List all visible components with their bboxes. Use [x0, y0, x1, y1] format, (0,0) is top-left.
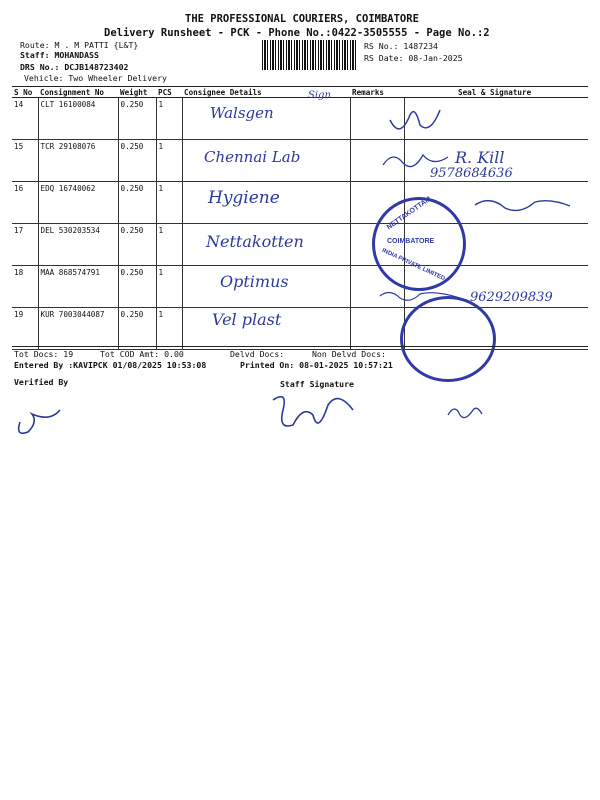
non-delvd-docs-text: Non Delvd Docs:: [312, 349, 386, 359]
cell-weight: 0.250: [118, 224, 156, 266]
cell-consignment: KUR 7003044087: [38, 308, 118, 350]
cell-pcs: 1: [156, 98, 182, 140]
staff-signature-label: Staff Signature: [280, 379, 354, 389]
cell-remarks: [350, 308, 404, 350]
handwritten-consignee: Chennai Lab: [204, 148, 301, 166]
cell-consignment: EDQ 16740062: [38, 182, 118, 224]
cell-weight: 0.250: [118, 98, 156, 140]
signature-scribble: [378, 145, 458, 175]
table-row: [12, 308, 588, 350]
col-pcs: PCS: [156, 87, 182, 98]
printed-on-text: Printed On: 08-01-2025 10:57:21: [240, 360, 393, 370]
secondary-seal-stamp: [400, 296, 496, 382]
table-header-row: [12, 87, 588, 98]
cell-weight: 0.250: [118, 308, 156, 350]
cell-weight: 0.250: [118, 140, 156, 182]
tot-docs-text: Tot Docs: 19: [14, 349, 74, 359]
stamp-text-top: NETTAKOTTAM: [385, 195, 433, 232]
cell-sno: 15: [12, 140, 38, 182]
stamp-text-mid: COIMBATORE: [387, 238, 435, 245]
handwritten-consignee: Nettakotten: [206, 232, 304, 251]
cell-pcs: 1: [156, 224, 182, 266]
table-row: [12, 98, 588, 140]
company-title: THE PROFESSIONAL COURIERS, COIMBATORE: [185, 13, 419, 25]
signature-scribble: [470, 190, 580, 220]
col-seal: Seal & Signature: [404, 87, 588, 98]
cell-sno: 18: [12, 266, 38, 308]
col-remarks: Remarks: [350, 87, 404, 98]
col-sno: S No: [12, 87, 38, 98]
handwritten-phone: 9629209839: [470, 290, 553, 305]
rs-date-text: RS Date: 08-Jan-2025: [364, 53, 463, 63]
cell-pcs: 1: [156, 182, 182, 224]
handwritten-consignee: Vel plast: [212, 310, 282, 329]
barcode-image: [262, 40, 357, 70]
col-weight: Weight: [118, 87, 156, 98]
cell-consignment: DEL 530203534: [38, 224, 118, 266]
cell-consignment: CLT 16100084: [38, 98, 118, 140]
handwritten-consignee: Walsgen: [210, 104, 274, 122]
tot-cod-text: Tot COD Amt: 0.00: [100, 349, 184, 359]
cell-pcs: 1: [156, 140, 182, 182]
cell-weight: 0.250: [118, 182, 156, 224]
cell-sno: 19: [12, 308, 38, 350]
cell-sno: 16: [12, 182, 38, 224]
drs-text: DRS No.: DCJB148723402: [20, 62, 129, 72]
cell-consignment: TCR 29108076: [38, 140, 118, 182]
verifier-signature: [10, 392, 70, 442]
runsheet-subtitle: Delivery Runsheet - PCK - Phone No.:0422-3505555 - Page No.:2: [104, 27, 490, 39]
stamp-text-bottom: INDIA PRIVATE LIMITED: [380, 247, 446, 283]
col-consignment: Consignment No: [38, 87, 118, 98]
company-seal-stamp: [372, 197, 466, 291]
staff-text: Staff: MOHANDASS: [20, 50, 99, 60]
route-text: Route: M . M PATTI {L&T}: [20, 40, 139, 50]
cell-sno: 17: [12, 224, 38, 266]
handwritten-consignee: Hygiene: [208, 188, 280, 208]
cell-consignment: MAA 868574791: [38, 266, 118, 308]
vehicle-text: Vehicle: Two Wheeler Delivery: [24, 73, 167, 83]
delvd-docs-text: Delvd Docs:: [230, 349, 285, 359]
handwritten-consignee: Optimus: [220, 272, 289, 291]
cell-sno: 14: [12, 98, 38, 140]
cell-weight: 0.250: [118, 266, 156, 308]
col-consignee: Consignee Details: [182, 87, 350, 98]
verified-by-label: Verified By: [14, 377, 69, 387]
handwritten-phone: 9578684636: [430, 166, 513, 181]
cell-pcs: 1: [156, 266, 182, 308]
entered-by-text: Entered By :KAVIPCK 01/08/2025 10:53:08: [14, 360, 207, 370]
initials-signature: [445, 400, 485, 425]
handwritten-margin-note: Sign: [308, 90, 331, 101]
rs-no-text: RS No.: 1487234: [364, 41, 438, 51]
footer-divider: [12, 346, 588, 347]
cell-pcs: 1: [156, 308, 182, 350]
signature-scribble: [380, 100, 480, 145]
handwritten-signature: R. Kill: [455, 148, 505, 167]
staff-signature: [258, 385, 368, 445]
